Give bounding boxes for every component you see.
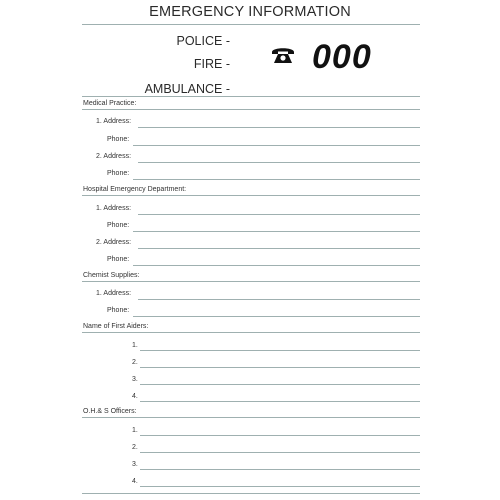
first-aider-2-label: 2. [132,359,138,366]
medical-practice-heading: Medical Practice: [83,100,137,107]
ohs-officer-4-label: 4. [132,478,138,485]
medical-phone-2-line[interactable] [133,179,420,180]
ohs-officer-3-label: 3. [132,461,138,468]
chemist-phone-1-line[interactable] [133,316,420,317]
page-title: EMERGENCY INFORMATION [149,4,351,20]
hospital-address-2-line[interactable] [138,248,420,249]
medical-address-2-label: 2. Address: [96,153,132,160]
medical-phone-2-label: Phone: [107,170,130,177]
telephone-icon [270,45,296,65]
ohs-officers-heading: O.H.& S Officers: [83,408,137,415]
hospital-line [82,195,420,196]
chemist-address-1-label: 1. Address: [96,290,132,297]
ambulance-label: AMBULANCE - [144,82,230,96]
hospital-heading: Hospital Emergency Department: [83,186,187,193]
medical-phone-1-label: Phone: [107,136,130,143]
hospital-phone-2-label: Phone: [107,256,130,263]
ohs-officer-1-label: 1. [132,427,138,434]
chemist-phone-1-label: Phone: [107,307,130,314]
first-aider-4-line[interactable] [140,401,420,402]
hospital-phone-2-line[interactable] [133,265,420,266]
hospital-address-1-line[interactable] [138,214,420,215]
medical-phone-1-line[interactable] [133,145,420,146]
ohs-officer-4-line[interactable] [140,486,420,487]
medical-practice-line [82,109,420,110]
hospital-phone-1-line[interactable] [133,231,420,232]
ohs-officer-2-line[interactable] [140,452,420,453]
chemist-address-1-line[interactable] [138,299,420,300]
bottom-divider [82,493,420,494]
ohs-officer-2-label: 2. [132,444,138,451]
first-aiders-line [82,332,420,333]
title-divider [82,24,420,25]
ohs-officer-3-line[interactable] [140,469,420,470]
fire-label: FIRE - [193,57,230,71]
hospital-phone-1-label: Phone: [107,222,130,229]
ohs-officer-1-line[interactable] [140,435,420,436]
chemist-heading: Chemist Supplies: [83,272,140,279]
first-aider-2-line[interactable] [140,367,420,368]
medical-address-1-line[interactable] [138,127,420,128]
first-aider-3-label: 3. [132,376,138,383]
first-aider-3-line[interactable] [140,384,420,385]
hospital-address-1-label: 1. Address: [96,205,132,212]
police-label: POLICE - [176,34,230,48]
header-divider [82,96,420,97]
emergency-number: 000 [312,38,372,76]
first-aider-1-label: 1. [132,342,138,349]
medical-address-2-line[interactable] [138,162,420,163]
first-aider-1-line[interactable] [140,350,420,351]
chemist-line [82,281,420,282]
first-aiders-heading: Name of First Aiders: [83,323,149,330]
ohs-officers-line [82,417,420,418]
medical-address-1-label: 1. Address: [96,118,132,125]
hospital-address-2-label: 2. Address: [96,239,132,246]
first-aider-4-label: 4. [132,393,138,400]
